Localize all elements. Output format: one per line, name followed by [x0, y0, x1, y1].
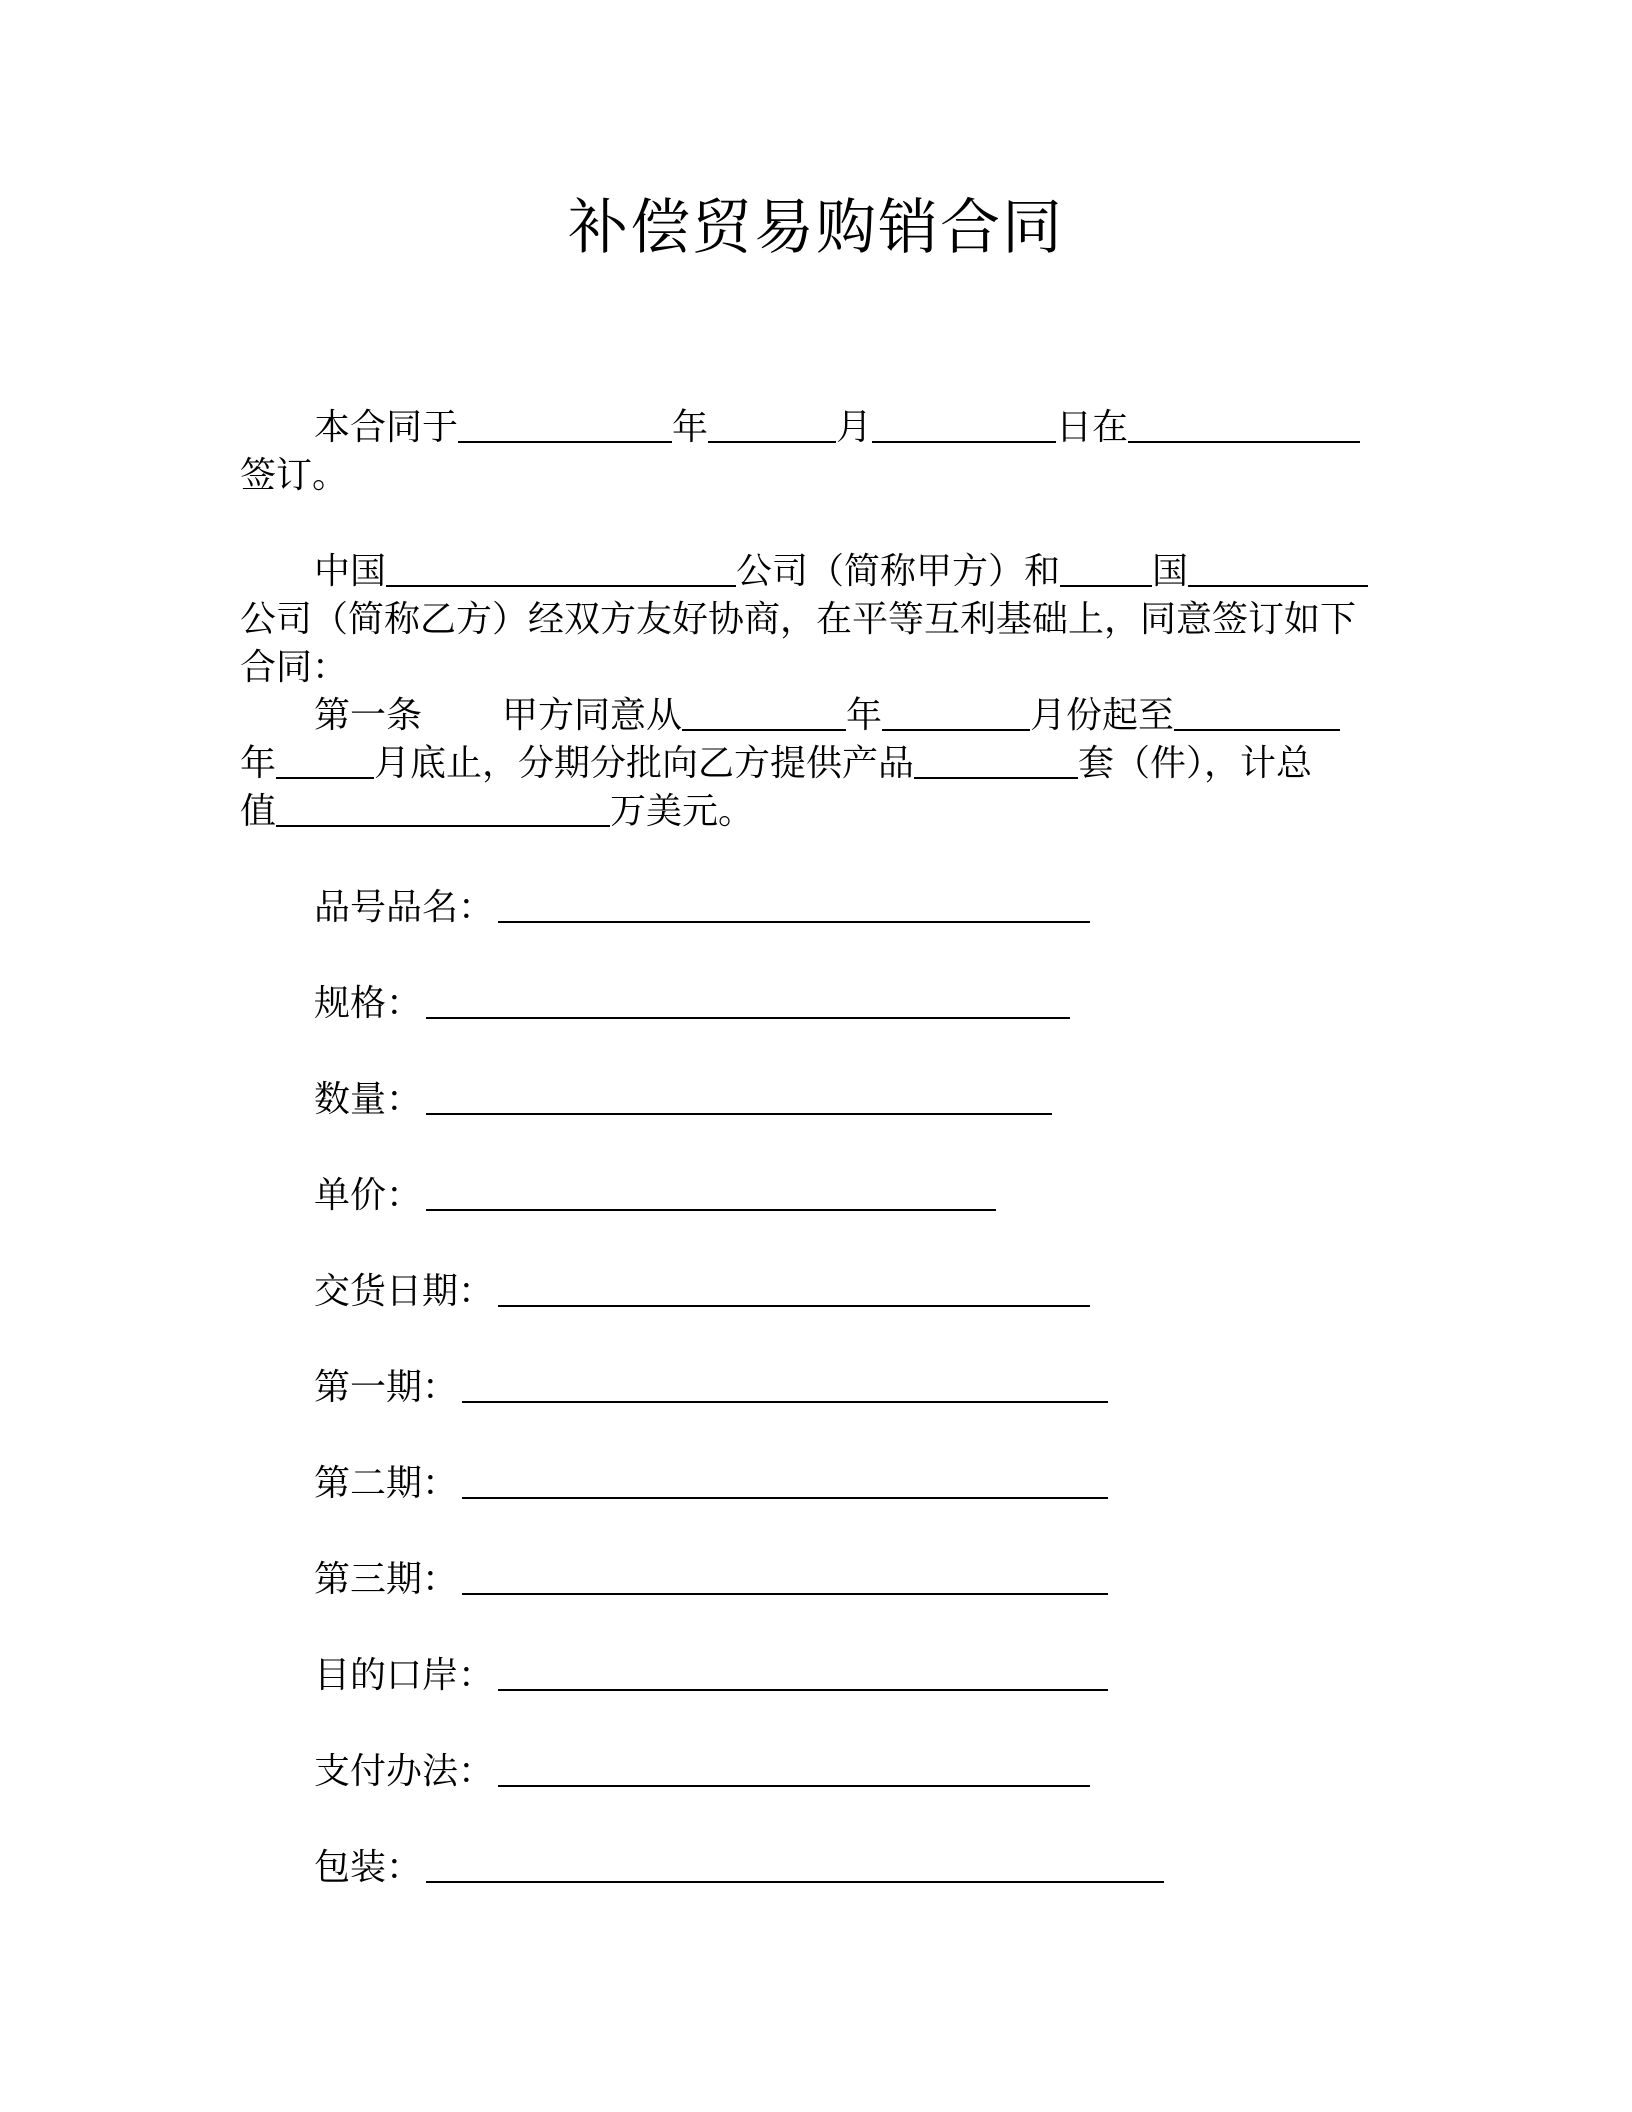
parties-text-company-a: 公司（简称甲方）和	[736, 551, 1061, 592]
field-packaging	[314, 1844, 1164, 1892]
article1-line-3	[240, 788, 754, 836]
article1-line-2	[240, 740, 1312, 788]
field-label: 交货日期：	[314, 1271, 495, 1312]
field-label: 第一期：	[314, 1367, 459, 1408]
field-label: 品号品名：	[314, 887, 495, 928]
parties-text-country: 国	[1152, 551, 1189, 592]
field-phase-2	[314, 1460, 1108, 1508]
field-label: 规格：	[314, 983, 423, 1024]
parties-text-company-b: 公司（简称乙方）经双方友好协商，在平等互利基础上，同意签订如下	[240, 599, 1357, 640]
field-label: 单价：	[314, 1175, 423, 1216]
field-spec	[314, 980, 1070, 1028]
field-payment-method	[314, 1748, 1090, 1796]
blank-destination-port[interactable]	[498, 1653, 1108, 1691]
field-delivery-date	[314, 1268, 1090, 1316]
field-phase-3	[314, 1556, 1108, 1604]
field-product-name	[314, 884, 1090, 932]
article1-text-value: 值	[240, 791, 277, 832]
article1-text-supply: 月底止，分期分批向乙方提供产品	[374, 743, 915, 784]
parties-line-2	[240, 596, 1356, 644]
parties-text-china: 中国	[314, 551, 387, 592]
blank-sign-place[interactable]	[1128, 405, 1360, 443]
intro-text-date-prefix: 本合同于	[314, 407, 459, 448]
blank-end-year[interactable]	[1174, 693, 1340, 731]
blank-party-a-name[interactable]	[386, 549, 736, 587]
blank-sign-year[interactable]	[458, 405, 672, 443]
blank-unit-price[interactable]	[426, 1173, 996, 1211]
field-label: 包装：	[314, 1847, 423, 1888]
blank-party-b-country[interactable]	[1060, 549, 1152, 587]
blank-payment-method[interactable]	[498, 1749, 1090, 1787]
article1-text-month-to: 月份起至	[1030, 695, 1175, 736]
article1-number: 第一条	[314, 695, 423, 736]
blank-phase-2[interactable]	[462, 1461, 1108, 1499]
article1-text-from: 甲方同意从	[502, 695, 683, 736]
field-destination-port	[314, 1652, 1108, 1700]
field-label: 第三期：	[314, 1559, 459, 1600]
field-label: 数量：	[314, 1079, 423, 1120]
field-label: 支付办法：	[314, 1751, 495, 1792]
blank-sign-day[interactable]	[872, 405, 1056, 443]
article1-line-1	[314, 692, 1340, 740]
intro-text-year: 年	[672, 407, 709, 448]
field-quantity	[314, 1076, 1052, 1124]
article1-text-year: 年	[846, 695, 883, 736]
parties-line-3	[240, 644, 348, 692]
blank-sign-month[interactable]	[708, 405, 836, 443]
field-label: 第二期：	[314, 1463, 459, 1504]
blank-phase-3[interactable]	[462, 1557, 1108, 1595]
blank-start-year[interactable]	[682, 693, 846, 731]
blank-packaging[interactable]	[426, 1845, 1164, 1883]
blank-quantity[interactable]	[426, 1077, 1052, 1115]
intro-text-day-at: 日在	[1056, 407, 1129, 448]
blank-total-value[interactable]	[276, 789, 610, 827]
article1-text-year-2: 年	[240, 743, 277, 784]
parties-text-contract: 合同：	[240, 647, 349, 688]
parties-line-1	[314, 548, 1368, 596]
intro-text-month: 月	[836, 407, 873, 448]
blank-start-month[interactable]	[882, 693, 1030, 731]
blank-product-name[interactable]	[498, 885, 1090, 923]
blank-party-b-name[interactable]	[1188, 549, 1368, 587]
article1-text-sets: 套（件），计总	[1078, 743, 1313, 784]
document-title: 补偿贸易购销合同	[568, 193, 1064, 263]
blank-spec[interactable]	[426, 981, 1070, 1019]
blank-product-qty[interactable]	[914, 741, 1078, 779]
field-label: 目的口岸：	[314, 1655, 495, 1696]
intro-text-signed: 签订。	[240, 455, 349, 496]
field-unit-price	[314, 1172, 996, 1220]
blank-delivery-date[interactable]	[498, 1269, 1090, 1307]
intro-line-2	[240, 452, 348, 500]
field-phase-1	[314, 1364, 1108, 1412]
article1-text-usd: 万美元。	[610, 791, 755, 832]
intro-line-1	[314, 404, 1360, 452]
blank-phase-1[interactable]	[462, 1365, 1108, 1403]
blank-end-month[interactable]	[276, 741, 374, 779]
